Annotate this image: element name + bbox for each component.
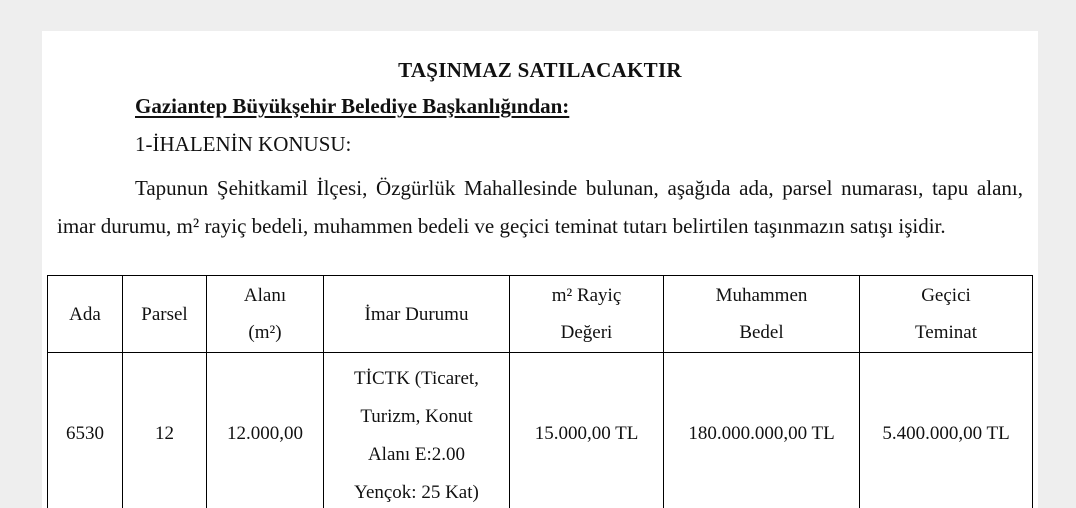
subject-paragraph: Tapunun Şehitkamil İlçesi, Özgürlük Mahallesinde bulunan, aşağıda ada, parsel numarası, tapu alanı, imar durumu, m² rayiç bedeli, muhammen bedeli ve geçici teminat tutarı belirtilen taşınmazın satışı işidir. — [57, 176, 1023, 238]
header-muhammen — [664, 276, 860, 353]
header-ada-label: Ada — [69, 303, 101, 325]
header-rayic-line2: Değeri — [560, 322, 613, 343]
cell-parsel: 12 — [123, 353, 207, 508]
header-parsel-label: Parsel — [141, 303, 188, 325]
table-row — [48, 353, 1033, 508]
document-page — [42, 31, 1038, 508]
section-heading: 1-İHALENİN KONUSU: — [135, 132, 352, 156]
header-alani — [207, 276, 324, 353]
header-imar — [324, 276, 510, 353]
cell-alani: 12.000,00 — [207, 353, 324, 508]
header-teminat-line2: Teminat — [915, 322, 977, 343]
cell-imar-durumu — [324, 353, 510, 508]
cell-imar-line4: Yençok: 25 Kat) — [354, 482, 479, 503]
cell-ada: 6530 — [48, 353, 123, 508]
header-alani-line2: (m²) — [248, 322, 282, 343]
document-title: TAŞINMAZ SATILACAKTIR — [398, 58, 682, 82]
cell-rayic: 15.000,00 TL — [510, 353, 664, 508]
cell-imar-line1: TİCTK (Ticaret, — [354, 368, 479, 389]
header-teminat — [860, 276, 1033, 353]
property-table — [47, 275, 1033, 508]
cell-muhammen: 180.000.000,00 TL — [664, 353, 860, 508]
cell-imar-line3: Alanı E:2.00 — [367, 444, 466, 465]
header-rayic-line1: m² Rayiç — [551, 285, 622, 306]
table-header-row — [48, 276, 1033, 353]
header-ada — [48, 276, 123, 353]
header-rayic — [510, 276, 664, 353]
header-muhammen-line1: Muhammen — [715, 285, 808, 306]
issuing-authority: Gaziantep Büyükşehir Belediye Başkanlığından: — [135, 94, 570, 118]
header-imar-label: İmar Durumu — [364, 303, 469, 325]
cell-teminat: 5.400.000,00 TL — [860, 353, 1033, 508]
header-parsel — [123, 276, 207, 353]
header-alani-line1: Alanı — [243, 285, 287, 306]
header-muhammen-line2: Bedel — [739, 322, 784, 343]
header-teminat-line1: Geçici — [921, 285, 971, 306]
cell-imar-line2: Turizm, Konut — [360, 406, 473, 427]
